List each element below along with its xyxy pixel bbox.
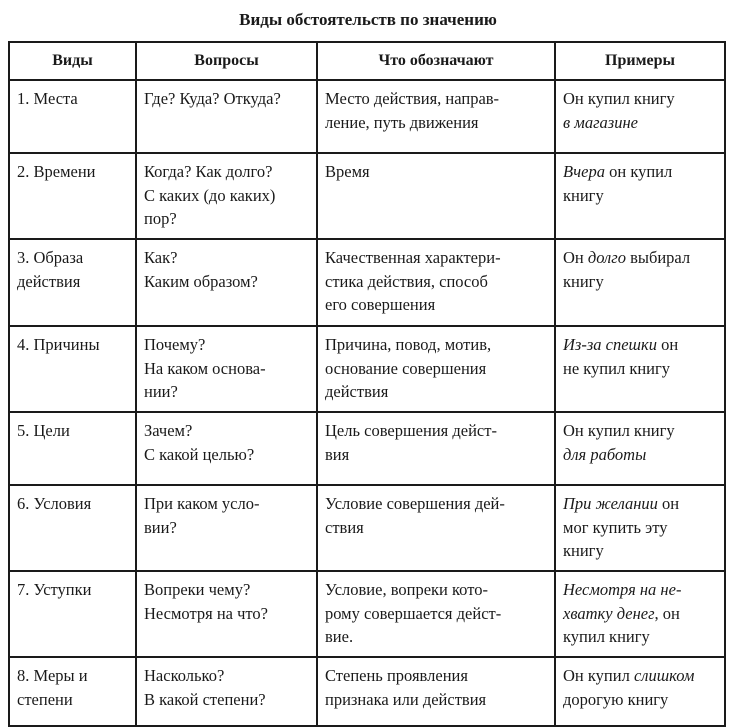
header-meaning: Что обозначают — [317, 42, 555, 80]
cell-questions: Где? Куда? Откуда? — [136, 80, 317, 153]
table-row — [9, 80, 725, 153]
example-text: Он — [563, 248, 588, 267]
example-highlight: долго — [587, 248, 626, 267]
cell-meaning: Степень проявления признака или действия — [317, 657, 555, 726]
table-row — [9, 239, 725, 326]
cell-questions: Насколько? В какой степени? — [136, 657, 317, 726]
example-highlight: Несмотря на не- хватку денег — [563, 580, 682, 623]
cell-meaning: Время — [317, 153, 555, 239]
table-row — [9, 153, 725, 239]
example-highlight: Вчера — [563, 162, 605, 181]
cell-kind: 3. Образа действия — [9, 239, 136, 326]
table-row — [9, 485, 725, 571]
table-row — [9, 657, 725, 726]
table-title: Виды обстоятельств по значению — [239, 10, 497, 29]
example-text: дорогую книгу — [563, 689, 669, 709]
cell-kind: 8. Меры и степени — [9, 657, 136, 726]
example-text: выбирал книгу — [563, 248, 691, 291]
table-row — [9, 571, 725, 657]
example-text: он не купил книгу — [563, 335, 679, 378]
cell-meaning: Качественная характери- стика действия, способ его совершения — [317, 239, 555, 326]
cell-questions: При каком усло- вии? — [136, 485, 317, 571]
cell-kind: 1. Места — [9, 80, 136, 153]
cell-example — [555, 571, 725, 657]
example-text: Он купил книгу — [563, 421, 675, 440]
table-body — [9, 80, 725, 726]
cell-kind: 5. Цели — [9, 412, 136, 485]
example-text: , он купил книгу — [563, 603, 680, 646]
cell-meaning: Причина, повод, мотив, основание совершения действия — [317, 326, 555, 412]
header-examples: Примеры — [555, 42, 725, 80]
example-highlight: Из-за спешки — [563, 335, 657, 354]
example-highlight: слишком — [633, 666, 695, 685]
example-text: Он купил — [563, 666, 634, 685]
header-questions: Вопросы — [136, 42, 317, 80]
cell-kind: 7. Уступки — [9, 571, 136, 657]
table-row — [9, 326, 725, 412]
cell-questions: Почему? На каком основа- нии? — [136, 326, 317, 412]
cell-example — [555, 153, 725, 239]
cell-questions: Зачем? С какой целью? — [136, 412, 317, 485]
example-text: он мог купить эту книгу — [563, 494, 680, 560]
cell-questions: Как? Каким образом? — [136, 239, 317, 326]
cell-example — [555, 80, 725, 153]
cell-example — [555, 657, 725, 726]
header-kinds: Виды — [9, 42, 136, 80]
cell-example — [555, 485, 725, 571]
header-row — [9, 42, 725, 80]
cell-questions: Вопреки чему? Несмотря на что? — [136, 571, 317, 657]
table-row — [9, 412, 725, 485]
example-highlight: в магазине — [563, 112, 638, 132]
example-highlight: для работы — [563, 444, 647, 464]
circumstances-table — [8, 41, 726, 727]
cell-kind: 2. Времени — [9, 153, 136, 239]
cell-meaning: Место действия, направ- ление, путь движения — [317, 80, 555, 153]
example-highlight: При желании — [563, 494, 658, 513]
cell-questions: Когда? Как долго? С каких (до каких) пор? — [136, 153, 317, 239]
cell-kind: 6. Условия — [9, 485, 136, 571]
example-text: он купил книгу — [563, 162, 673, 205]
cell-kind: 4. Причины — [9, 326, 136, 412]
cell-example — [555, 412, 725, 485]
cell-example — [555, 326, 725, 412]
cell-meaning: Условие, вопреки кото- рому совершается дейст- вие. — [317, 571, 555, 657]
example-text: Он купил книгу — [563, 89, 675, 108]
cell-example — [555, 239, 725, 326]
cell-meaning: Условие совершения дей- ствия — [317, 485, 555, 571]
cell-meaning: Цель совершения дейст- вия — [317, 412, 555, 485]
